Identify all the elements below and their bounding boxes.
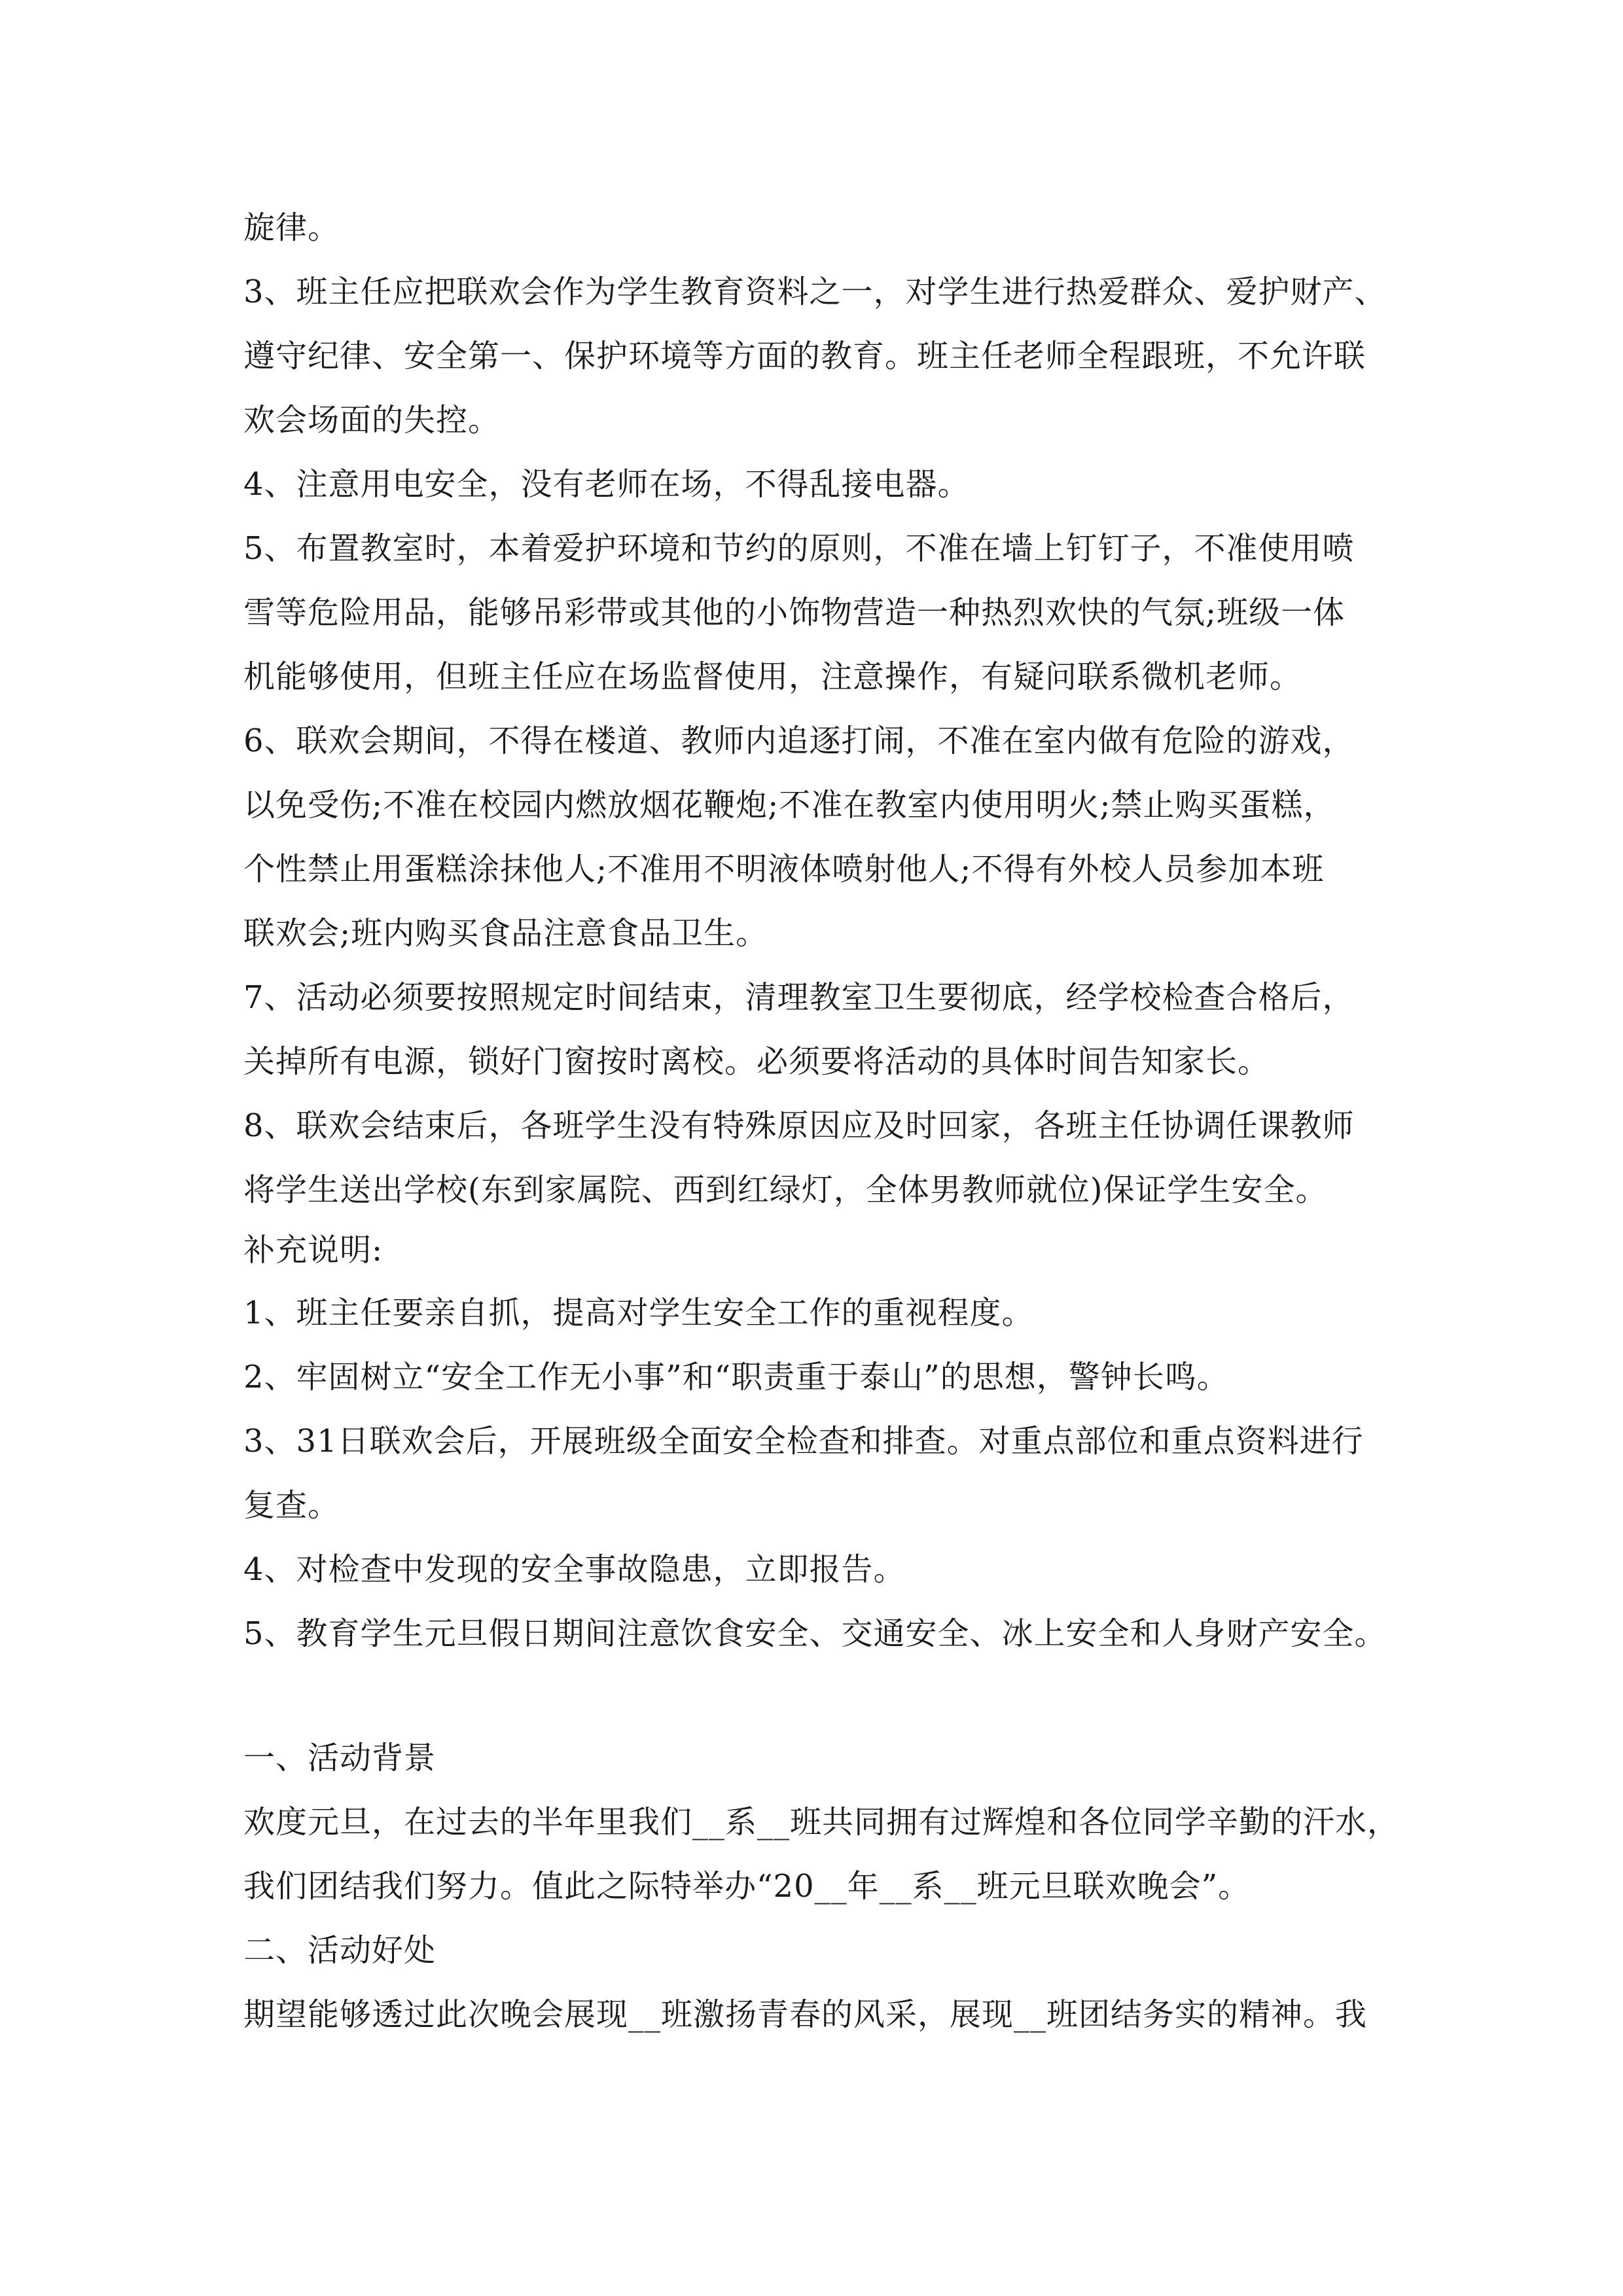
text-line: 5、教育学生元旦假日期间注意饮食安全、交通安全、冰上安全和人身财产安全。: [243, 1615, 1387, 1652]
text-line: 3、31日联欢会后，开展班级全面安全检查和排查。对重点部位和重点资料进行: [243, 1423, 1364, 1460]
text-line: 个性禁止用蛋糕涂抹他人;不准用不明液体喷射他人;不得有外校人员参加本班: [243, 851, 1325, 888]
text-line: 1、班主任要亲自抓，提高对学生安全工作的重视程度。: [243, 1295, 1034, 1331]
text-line: 2、牢固树立“安全工作无小事”和“职责重于泰山”的思想，警钟长鸣。: [243, 1359, 1229, 1395]
text-line: 6、联欢会期间，不得在楼道、教师内追逐打闹，不准在室内做有危险的游戏，: [243, 723, 1355, 759]
text-line: 5、布置教室时，本着爱护环境和节约的原则，不准在墙上钉钉子，不准使用喷: [243, 530, 1355, 567]
text-line: 期望能够透过此次晚会展现__班激扬青春的风采，展现__班团结务实的精神。我: [243, 1996, 1368, 2033]
text-line: 3、班主任应把联欢会作为学生教育资料之一，对学生进行热爱群众、爱护财产、: [243, 274, 1387, 310]
text-line: 7、活动必须要按照规定时间结束，清理教室卫生要彻底，经学校检查合格后，: [243, 979, 1355, 1016]
text-line: 遵守纪律、安全第一、保护环境等方面的教育。班主任老师全程跟班，不允许联: [243, 338, 1366, 374]
text-line: 联欢会;班内购买食品注意食品卫生。: [243, 915, 768, 952]
text-line: 雪等危险用品，能够吊彩带或其他的小饰物营造一种热烈欢快的气氛;班级一体: [243, 594, 1346, 631]
section-heading: 二、活动好处: [243, 1932, 437, 1969]
text-line: 我们团结我们努力。值此之际特举办“20__年__系__班元旦联欢晚会”。: [243, 1868, 1251, 1905]
text-line: 以免受伤;不准在校园内燃放烟花鞭炮;不准在教室内使用明火;禁止购买蛋糕，: [243, 787, 1336, 823]
section-heading: 补充说明:: [243, 1232, 383, 1268]
text-line: 8、联欢会结束后，各班学生没有特殊原因应及时回家，各班主任协调任课教师: [243, 1107, 1355, 1144]
text-line: 旋律。: [243, 209, 340, 246]
text-line: 4、对检查中发现的安全事故隐患，立即报告。: [243, 1551, 906, 1588]
text-line: 将学生送出学校(东到家属院、西到红绿灯，全体男教师就位)保证学生安全。: [243, 1172, 1328, 1208]
text-line: 关掉所有电源，锁好门窗按时离校。必须要将活动的具体时间告知家长。: [243, 1043, 1270, 1080]
text-line: 欢度元旦，在过去的半年里我们__系__班共同拥有过辉煌和各位同学辛勤的汗水，: [243, 1804, 1400, 1840]
text-line: 复查。: [243, 1487, 340, 1524]
section-heading: 一、活动背景: [243, 1740, 437, 1776]
text-line: 机能够使用，但班主任应在场监督使用，注意操作，有疑问联系微机老师。: [243, 658, 1302, 695]
text-line: 欢会场面的失控。: [243, 402, 501, 439]
text-line: 4、注意用电安全，没有老师在场，不得乱接电器。: [243, 466, 970, 503]
